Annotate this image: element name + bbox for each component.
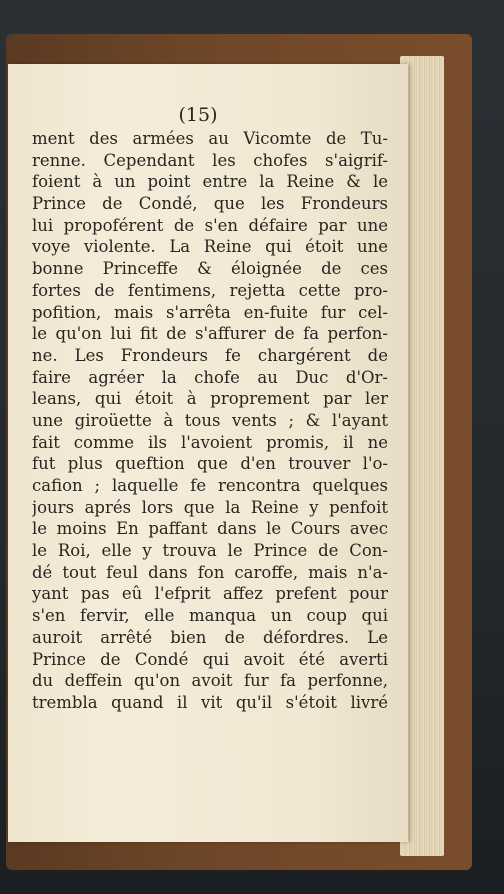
text-line: fortes de fentimens, rejetta cette pro-	[32, 280, 388, 300]
text-line: faire agréer la chofe au Duc d'Or-	[32, 367, 388, 387]
text-line: jours aprés lors que la Reine y penfoit	[32, 497, 388, 517]
text-line: du deffein qu'on avoit fur fa perfonne,	[32, 671, 388, 691]
text-line: foient à un point entre la Reine & le	[32, 172, 388, 192]
text-line: trembla quand il vit qu'il s'étoit livré	[32, 692, 388, 712]
text-line: yant pas eû l'efprit affez prefent pour	[32, 584, 388, 604]
page-number: (15)	[178, 104, 218, 126]
text-line: auroit arrêté bien de défordres. Le	[32, 627, 388, 647]
text-line: cafion ; laquelle fe rencontra quelques	[32, 476, 388, 495]
text-line: leans, qui étoit à proprement par ler	[32, 389, 388, 409]
text-line: Prince de Condé qui avoit été averti	[32, 649, 388, 669]
text-line: le moins En paffant dans le Cours avec	[32, 519, 388, 539]
page-text	[32, 128, 388, 714]
text-line: ne. Les Frondeurs fe chargérent de	[32, 345, 388, 365]
text-line: le qu'on lui fit de s'affurer de fa perfon-	[32, 324, 388, 344]
text-line: fut plus queftion que d'en trouver l'o-	[32, 454, 388, 474]
text-line: ment des armées au Vicomte de Tu-	[32, 129, 388, 148]
book-page	[8, 64, 408, 842]
text-line: une giroüette à tous vents ; & l'ayant	[32, 410, 388, 430]
text-line: bonne Princeffe & éloignée de ces	[32, 259, 388, 279]
text-line: dé tout feul dans fon caroffe, mais n'a-	[32, 562, 388, 582]
text-line: pofition, mais s'arrêta en-fuite fur cel-	[32, 302, 388, 322]
text-line: renne. Cependant les chofes s'aigrif-	[32, 150, 388, 170]
text-line: fait comme ils l'avoient promis, il ne	[32, 432, 388, 452]
text-line: s'en fervir, elle manqua un coup qui	[32, 606, 388, 626]
text-line: lui propoférent de s'en défaire par une	[32, 215, 388, 235]
text-line: le Roi, elle y trouva le Prince de Con-	[32, 541, 388, 561]
text-line: voye violente. La Reine qui étoit une	[32, 237, 388, 257]
text-line: Prince de Condé, que les Frondeurs	[32, 194, 388, 214]
